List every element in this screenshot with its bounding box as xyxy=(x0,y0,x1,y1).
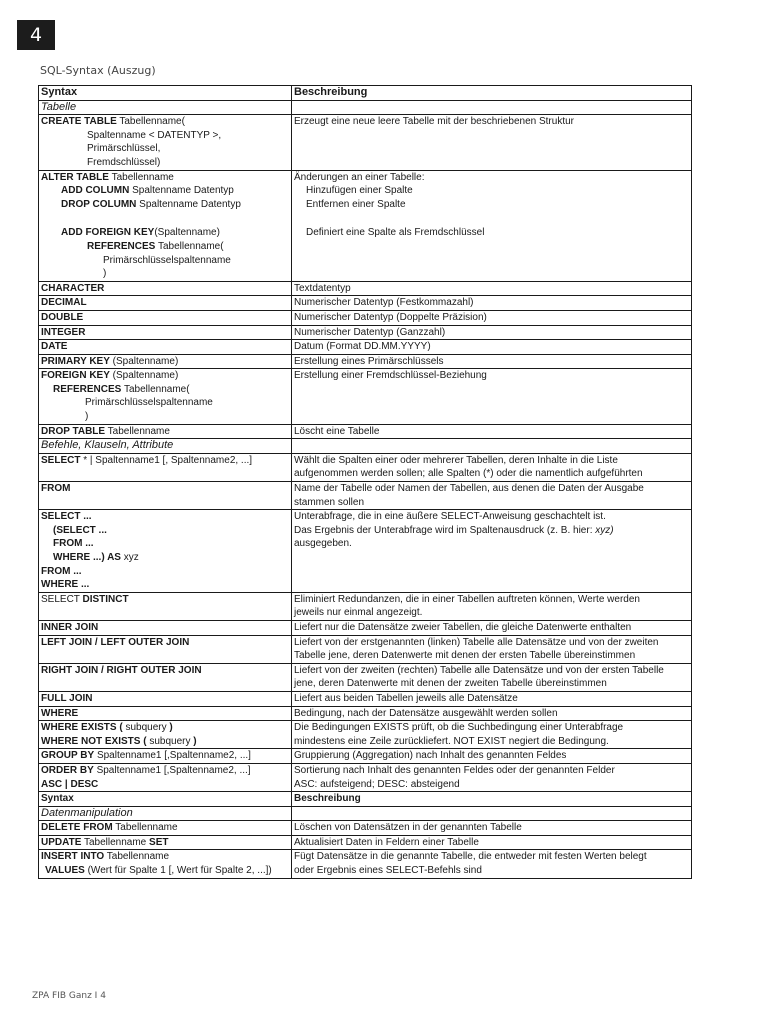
description-cell: Unterabfrage, die in eine äußere SELECT-Anweisung geschachtelt ist. Das Ergebnis der Unterabfrage wird im Spaltenausdruck (z. B. hier: xyz) ausgegeben. xyxy=(292,510,692,593)
table-row: DOUBLE Numerischer Datentyp (Doppelte Präzision) xyxy=(39,310,692,325)
table-row xyxy=(39,510,692,593)
keyword: CREATE TABLE xyxy=(41,116,117,128)
syntax-cell: SELECT ... (SELECT ... FROM ... WHERE ...) AS xyz FROM ... WHERE ... xyxy=(39,510,292,593)
table-row: DECIMAL Numerischer Datentyp (Festkommazahl) xyxy=(39,296,692,311)
table-header-row xyxy=(39,86,692,101)
table-row: RIGHT JOIN / RIGHT OUTER JOIN Liefert von der zweiten (rechten) Tabelle alle Datensätze und von der ersten Tabelle jene, deren Datenwerte mit denen der zweiten Tabelle übereinstimmen xyxy=(39,663,692,691)
description-cell: Erstellung einer Fremdschlüssel-Beziehung xyxy=(292,369,692,424)
table-row: LEFT JOIN / LEFT OUTER JOIN Liefert von der erstgenannten (linken) Tabelle alle Datensätze und von der zweiten Tabelle jene, deren Datenwerte mit denen der ersten Tabelle übereinstimmen xyxy=(39,635,692,663)
section-row xyxy=(39,439,692,454)
table-row: CHARACTER Textdatentyp xyxy=(39,281,692,296)
header-description: Beschreibung xyxy=(292,86,692,101)
table-header-row-repeat: Syntax Beschreibung xyxy=(39,792,692,807)
document-title: SQL-Syntax (Auszug) xyxy=(40,64,156,77)
description-cell: Änderungen an einer Tabelle: Hinzufügen einer Spalte Entfernen einer Spalte Definiert eine Spalte als Fremdschlüssel xyxy=(292,170,692,281)
table-row xyxy=(39,115,692,170)
table-row: SELECT DISTINCT Eliminiert Redundanzen, die in einer Tabellen auftreten können, Werte werden jeweils nur einmal angezeigt. xyxy=(39,592,692,620)
table-row: INSERT INTO Tabellenname VALUES (Wert für Spalte 1 [, Wert für Spalte 2, ...]) Fügt Datensätze in die genannte Tabelle, die entweder mit festen Werten belegt oder Ergebnis eines SELECT-Befehls sind xyxy=(39,850,692,878)
table-row xyxy=(39,170,692,281)
header-syntax: Syntax xyxy=(39,86,292,101)
table-row: ORDER BY Spaltenname1 [,Spaltenname2, ...] ASC | DESC Sortierung nach Inhalt des genannten Feldes oder der genannten Felder ASC: aufsteigend; DESC: absteigend xyxy=(39,763,692,791)
table-row: DROP TABLE Tabellenname Löscht eine Tabelle xyxy=(39,424,692,439)
table-row: WHERE Bedingung, nach der Datensätze ausgewählt werden sollen xyxy=(39,706,692,721)
table-row: SELECT * | Spaltenname1 [, Spaltenname2, ...] Wählt die Spalten einer oder mehrerer Tabellen, deren Inhalte in die Liste aufgenommen werden sollen; alle Spalten (*) oder die namentlich aufgeführten xyxy=(39,453,692,481)
section-row xyxy=(39,100,692,115)
table-row: WHERE EXISTS ( subquery ) WHERE NOT EXISTS ( subquery ) Die Bedingungen EXISTS prüft, ob die Suchbedingung einer Unterabfrage mindestens eine Zeile zurückliefert. NOT EXIST negiert die Bedingung. xyxy=(39,721,692,749)
table-row: DELETE FROM Tabellenname Löschen von Datensätzen in der genannten Tabelle xyxy=(39,821,692,836)
table-row: PRIMARY KEY (Spaltenname) Erstellung eines Primärschlüssels xyxy=(39,354,692,369)
table-row xyxy=(39,369,692,424)
syntax-cell: FOREIGN KEY (Spaltenname) REFERENCES Tabellenname( Primärschlüsselspaltenname ) xyxy=(39,369,292,424)
section-tabelle: Tabelle xyxy=(39,100,292,115)
section-datenmanipulation: Datenmanipulation xyxy=(39,806,292,821)
page-number-badge: 4 xyxy=(17,20,55,50)
table-row: DATE Datum (Format DD.MM.YYYY) xyxy=(39,340,692,355)
table-row: INTEGER Numerischer Datentyp (Ganzzahl) xyxy=(39,325,692,340)
table-row: INNER JOIN Liefert nur die Datensätze zweier Tabellen, die gleiche Datenwerte enthalten xyxy=(39,620,692,635)
table-row: FROM Name der Tabelle oder Namen der Tabellen, aus denen die Daten der Ausgabe stammen sollen xyxy=(39,482,692,510)
section-befehle: Befehle, Klauseln, Attribute xyxy=(39,439,292,454)
description-cell: Erzeugt eine neue leere Tabelle mit der beschriebenen Struktur xyxy=(292,115,692,170)
sql-syntax-table xyxy=(38,85,692,879)
syntax-cell: ALTER TABLE Tabellenname ADD COLUMN Spaltenname Datentyp DROP COLUMN Spaltenname Datentyp ADD FOREIGN KEY(Spaltenname) REFERENCES Tabellenname( Primärschlüsselspaltenname ) xyxy=(39,170,292,281)
page-footer: ZPA FIB Ganz I 4 xyxy=(32,991,106,1001)
table-row: UPDATE Tabellenname SET Aktualisiert Daten in Feldern einer Tabelle xyxy=(39,835,692,850)
table-row: GROUP BY Spaltenname1 [,Spaltenname2, ...] Gruppierung (Aggregation) nach Inhalt des genannten Feldes xyxy=(39,749,692,764)
table-row: FULL JOIN Liefert aus beiden Tabellen jeweils alle Datensätze xyxy=(39,691,692,706)
syntax-cell: CREATE TABLE Tabellenname( Spaltenname < DATENTYP >, Primärschlüssel, Fremdschlüssel) xyxy=(39,115,292,170)
section-row xyxy=(39,806,692,821)
